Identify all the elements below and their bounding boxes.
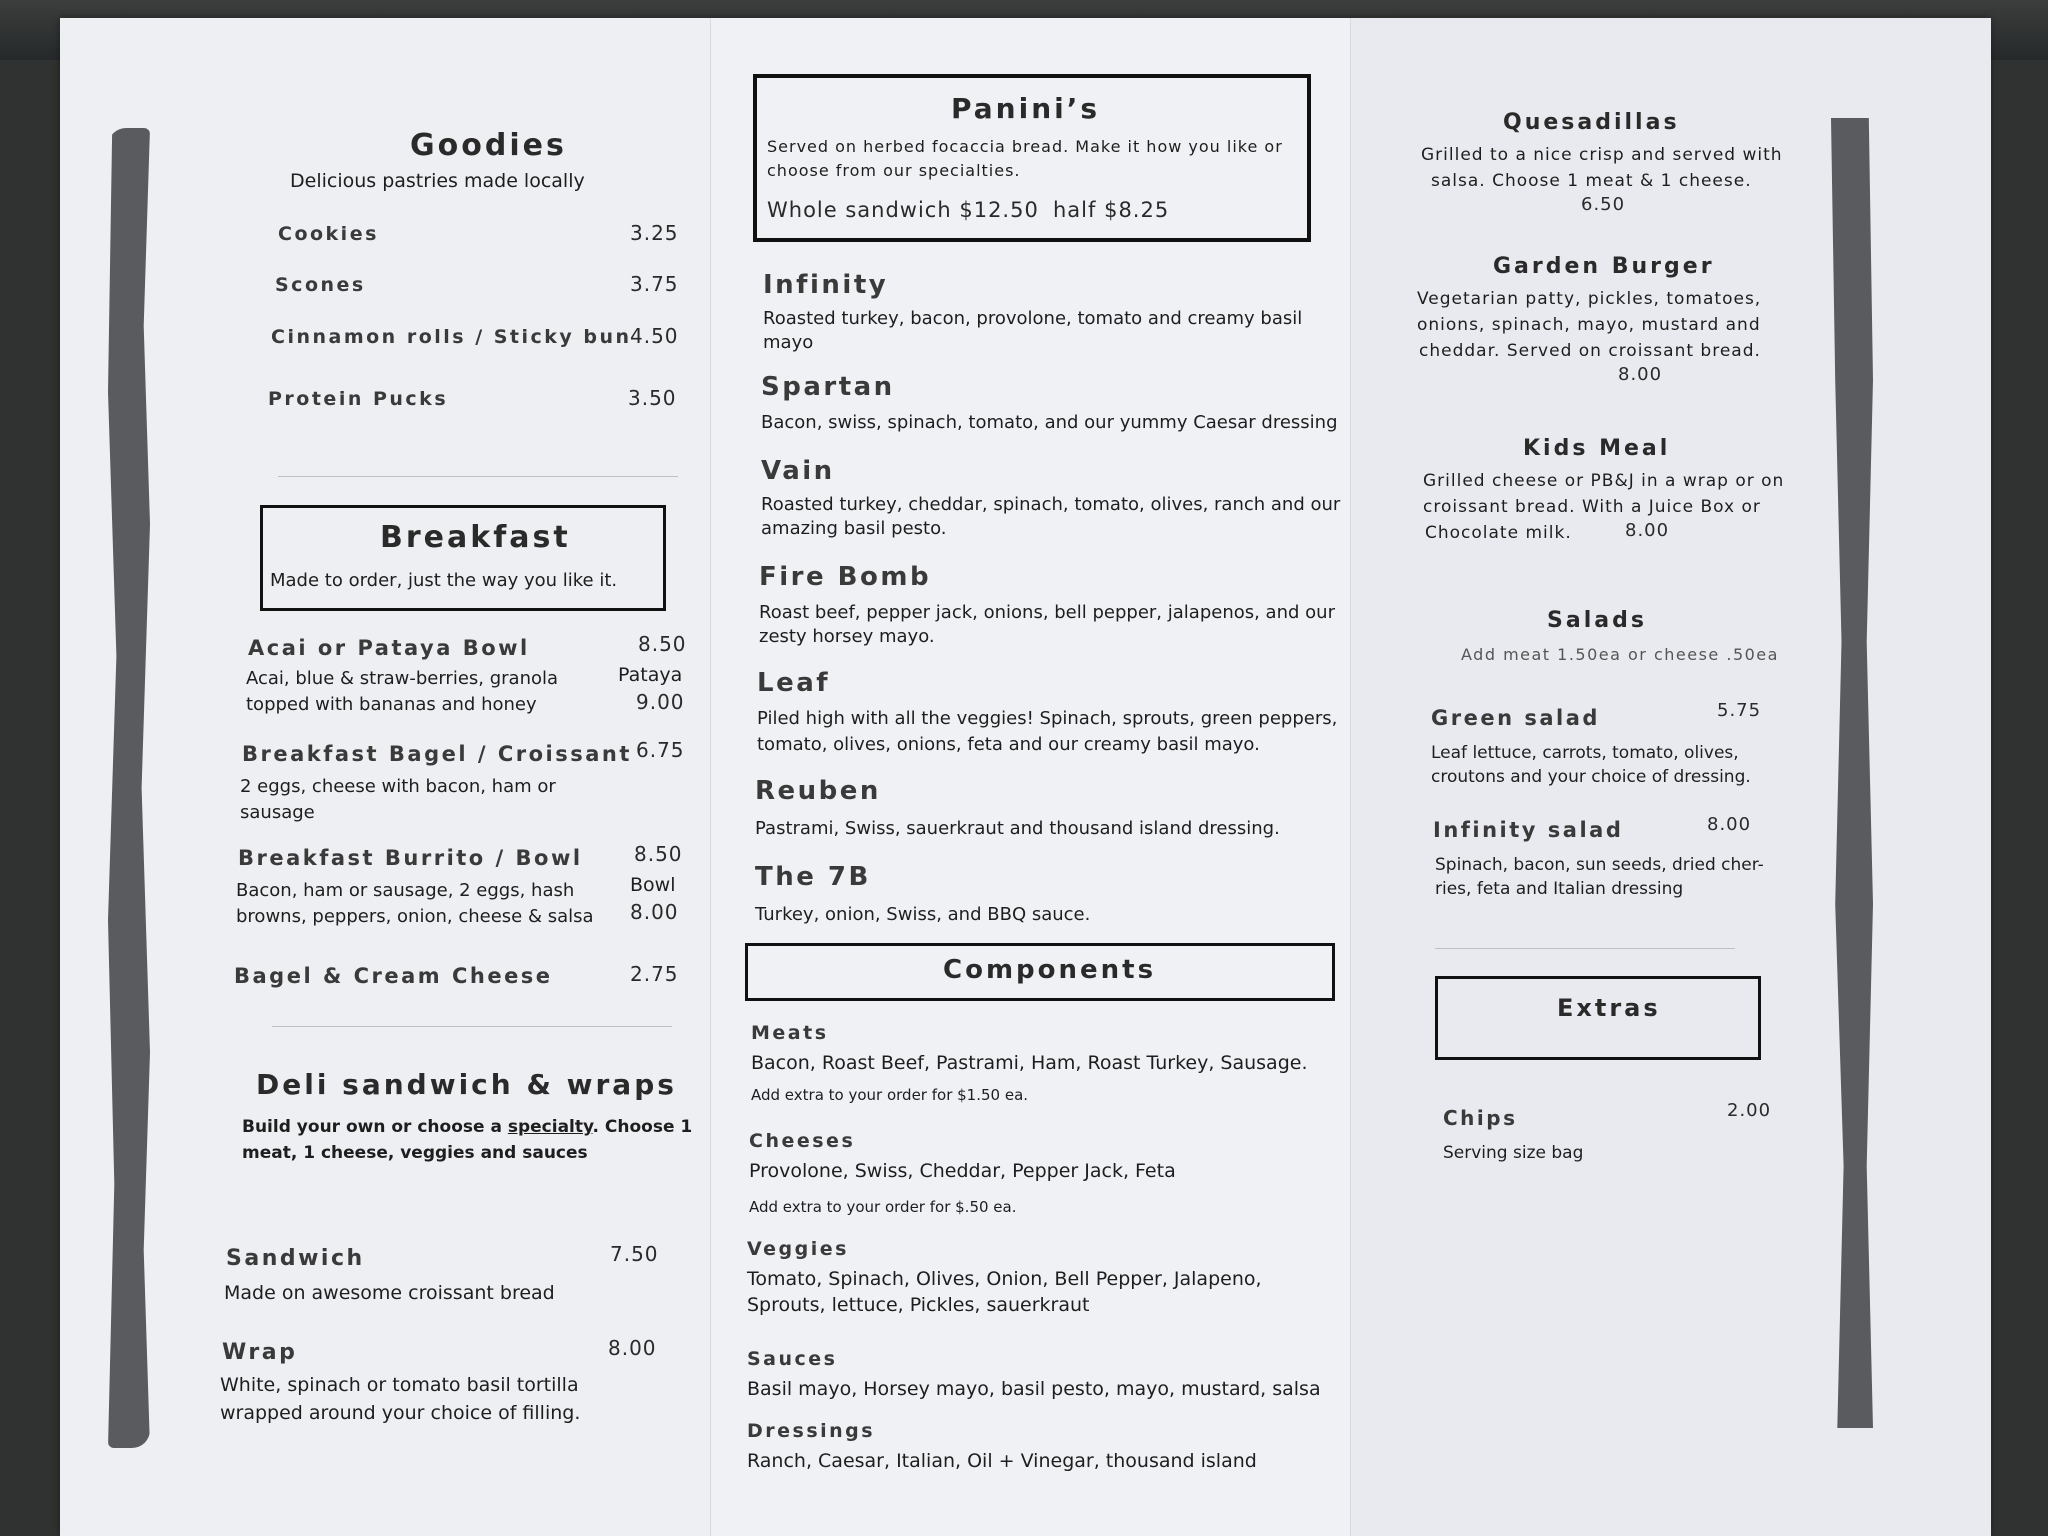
quesadillas-desc: Grilled to a nice crisp and served with — [1421, 145, 1783, 165]
quesadillas-title: Quesadillas — [1503, 110, 1680, 135]
kids-meal-desc: Grilled cheese or PB&J in a wrap or on — [1423, 471, 1785, 491]
divider — [1435, 948, 1735, 949]
panini-item-desc: tomato, olives, onions, feta and our creamy basil mayo. — [757, 734, 1260, 755]
deli-desc-text: . Choose 1 — [592, 1117, 693, 1137]
quesadillas-desc: salsa. Choose 1 meat & 1 cheese. — [1431, 171, 1752, 191]
breakfast-item-name: Acai or Pataya Bowl — [248, 636, 530, 660]
component-group-desc: Provolone, Swiss, Cheddar, Pepper Jack, Feta — [749, 1160, 1176, 1182]
component-group-desc: Sprouts, lettuce, Pickles, sauerkraut — [747, 1294, 1090, 1316]
kids-meal-desc: Chocolate milk. — [1425, 523, 1572, 543]
deli-item-desc: wrapped around your choice of filling. — [220, 1402, 581, 1424]
garden-burger-desc: onions, spinach, mayo, mustard and — [1417, 315, 1761, 335]
garden-burger-desc: Vegetarian patty, pickles, tomatoes, — [1417, 289, 1762, 309]
extras-item-name: Chips — [1443, 1106, 1518, 1130]
divider — [278, 476, 678, 477]
panini-item-desc: Turkey, onion, Swiss, and BBQ sauce. — [755, 904, 1091, 925]
garden-burger-title: Garden Burger — [1493, 254, 1715, 279]
deli-item-price: 7.50 — [610, 1242, 659, 1266]
component-group-note: Add extra to your order for $1.50 ea. — [751, 1086, 1029, 1104]
panini-item-name: Infinity — [763, 270, 889, 300]
extras-title: Extras — [1557, 994, 1661, 1022]
left-panel — [60, 18, 710, 1536]
breakfast-item-alt-price: 9.00 — [636, 690, 685, 714]
breakfast-item-name: Bagel & Cream Cheese — [234, 964, 553, 988]
garden-burger-price: 8.00 — [1618, 364, 1663, 385]
goodies-item-name: Scones — [275, 274, 366, 296]
breakfast-title: Breakfast — [380, 520, 571, 555]
salad-item-desc: Leaf lettuce, carrots, tomato, olives, — [1431, 743, 1739, 763]
extras-item-price: 2.00 — [1727, 1100, 1772, 1121]
garden-burger-desc: cheddar. Served on croissant bread. — [1419, 341, 1761, 361]
panini-item-desc: Piled high with all the veggies! Spinach, sprouts, green peppers, — [757, 708, 1338, 729]
goodies-item-price: 3.50 — [628, 386, 677, 410]
deli-item-name: Sandwich — [226, 1246, 365, 1271]
salad-item-name: Green salad — [1431, 706, 1600, 730]
panini-item-desc: zesty horsey mayo. — [759, 626, 935, 647]
breakfast-item-desc: topped with bananas and honey — [246, 694, 537, 715]
breakfast-item-desc: sausage — [240, 802, 315, 823]
breakfast-item-price: 8.50 — [638, 632, 687, 656]
panini-item-desc: mayo — [763, 332, 814, 353]
salad-item-price: 8.00 — [1707, 814, 1752, 835]
components-title: Components — [943, 955, 1157, 985]
deli-desc-specialty: specialty — [507, 1117, 593, 1137]
component-group-name: Cheeses — [749, 1130, 856, 1152]
salads-title: Salads — [1547, 608, 1647, 633]
paninis-desc: Served on herbed focaccia bread. Make it how you like or — [767, 137, 1283, 156]
deli-title: Deli sandwich & wraps — [256, 1068, 677, 1101]
divider — [272, 1026, 672, 1027]
panini-item-desc: Roast beef, pepper jack, onions, bell pepper, jalapenos, and our — [759, 602, 1335, 623]
goodies-item-price: 3.25 — [630, 221, 679, 245]
paninis-half-price: half $8.25 — [1053, 198, 1170, 222]
breakfast-item-desc: 2 eggs, cheese with bacon, ham or — [240, 776, 556, 797]
salad-item-desc: Spinach, bacon, sun seeds, dried cher- — [1435, 855, 1764, 875]
component-group-name: Dressings — [747, 1420, 876, 1442]
goodies-title: Goodies — [410, 128, 567, 163]
panini-item-desc: amazing basil pesto. — [761, 518, 947, 539]
decorative-wave-left — [108, 128, 150, 1448]
deli-item-price: 8.00 — [608, 1336, 657, 1360]
component-group-desc: Ranch, Caesar, Italian, Oil + Vinegar, thousand island — [747, 1450, 1257, 1472]
panini-item-name: Spartan — [761, 372, 895, 402]
salad-item-name: Infinity salad — [1433, 818, 1624, 842]
component-group-desc: Tomato, Spinach, Olives, Onion, Bell Pepper, Jalapeno, — [747, 1268, 1262, 1290]
quesadillas-price: 6.50 — [1581, 194, 1626, 215]
menu-sheet — [60, 18, 1990, 1536]
breakfast-item-name: Breakfast Bagel / Croissant — [242, 742, 632, 766]
panini-item-name: The 7B — [755, 862, 871, 892]
breakfast-item-alt-label: Pataya — [618, 664, 683, 686]
paninis-title: Panini’s — [951, 92, 1101, 125]
panini-item-desc: Roasted turkey, bacon, provolone, tomato and creamy basil — [763, 308, 1303, 329]
component-group-name: Veggies — [747, 1238, 849, 1260]
salad-item-desc: ries, feta and Italian dressing — [1435, 879, 1684, 899]
kids-meal-desc: croissant bread. With a Juice Box or — [1423, 497, 1761, 517]
goodies-subtitle: Delicious pastries made locally — [290, 170, 585, 192]
deli-item-desc: White, spinach or tomato basil tortilla — [220, 1374, 579, 1396]
component-group-note: Add extra to your order for $.50 ea. — [749, 1198, 1017, 1216]
kids-meal-price: 8.00 — [1625, 520, 1670, 541]
breakfast-item-desc: Acai, blue & straw-berries, granola — [246, 668, 559, 689]
kids-meal-title: Kids Meal — [1523, 436, 1671, 461]
goodies-item-name: Protein Pucks — [268, 388, 449, 410]
panini-item-desc: Roasted turkey, cheddar, spinach, tomato, olives, ranch and our — [761, 494, 1341, 515]
extras-item-desc: Serving size bag — [1443, 1143, 1584, 1163]
goodies-item-price: 3.75 — [630, 272, 679, 296]
component-group-name: Meats — [751, 1022, 829, 1044]
breakfast-item-price: 8.50 — [634, 842, 683, 866]
middle-panel — [710, 18, 1351, 1536]
paninis-desc: choose from our specialties. — [767, 161, 1021, 180]
panini-item-name: Vain — [761, 456, 835, 486]
panini-item-desc: Bacon, swiss, spinach, tomato, and our yummy Caesar dressing — [761, 412, 1338, 433]
breakfast-item-name: Breakfast Burrito / Bowl — [238, 846, 583, 870]
breakfast-item-alt-price: 8.00 — [630, 900, 679, 924]
panini-item-name: Fire Bomb — [759, 562, 932, 592]
deli-item-name: Wrap — [222, 1340, 298, 1365]
component-group-desc: Basil mayo, Horsey mayo, basil pesto, mayo, mustard, salsa — [747, 1378, 1321, 1400]
goodies-item-name: Cookies — [278, 223, 379, 245]
panini-item-name: Reuben — [755, 776, 881, 806]
deli-desc-text: Build your own or choose a — [242, 1117, 508, 1137]
salad-item-price: 5.75 — [1717, 700, 1762, 721]
breakfast-item-desc: browns, peppers, onion, cheese & salsa — [236, 906, 594, 927]
panini-item-name: Leaf — [757, 668, 831, 698]
breakfast-item-price: 2.75 — [630, 962, 679, 986]
panini-item-desc: Pastrami, Swiss, sauerkraut and thousand island dressing. — [755, 818, 1280, 839]
breakfast-subtitle: Made to order, just the way you like it. — [270, 570, 618, 591]
goodies-item-name: Cinnamon rolls / Sticky bun — [271, 326, 632, 348]
deli-desc: meat, 1 cheese, veggies and sauces — [242, 1143, 588, 1163]
paninis-whole-price: Whole sandwich $12.50 — [767, 198, 1039, 222]
goodies-item-price: 4.50 — [630, 324, 679, 348]
decorative-wave-right — [1831, 118, 1873, 1428]
breakfast-item-desc: Bacon, ham or sausage, 2 eggs, hash — [236, 880, 575, 901]
salads-subtitle: Add meat 1.50ea or cheese .50ea — [1461, 645, 1779, 664]
component-group-desc: Bacon, Roast Beef, Pastrami, Ham, Roast Turkey, Sausage. — [751, 1052, 1308, 1074]
salad-item-desc: croutons and your choice of dressing. — [1431, 767, 1751, 787]
deli-item-desc: Made on awesome croissant bread — [224, 1282, 555, 1304]
right-panel — [1350, 18, 1991, 1536]
breakfast-item-alt-label: Bowl — [630, 874, 676, 896]
deli-desc — [242, 1114, 692, 1140]
component-group-name: Sauces — [747, 1348, 838, 1370]
breakfast-item-price: 6.75 — [636, 738, 685, 762]
